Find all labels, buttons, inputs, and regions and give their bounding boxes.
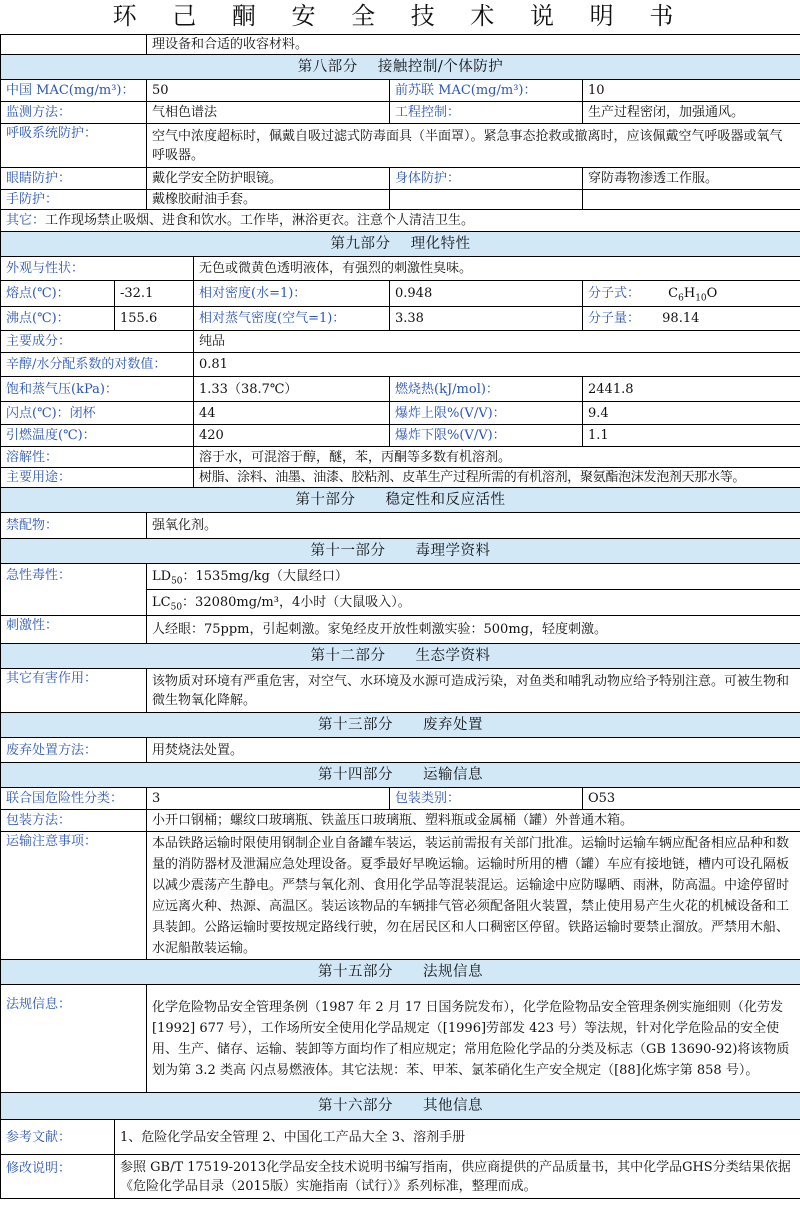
other-harm-label: 其它有害作用： <box>1 669 147 713</box>
lel-value: 1.1 <box>583 425 800 447</box>
melting-row <box>1 281 800 307</box>
flash-value: 44 <box>194 402 390 425</box>
monitor-row <box>1 102 800 124</box>
solubility-row <box>1 447 800 468</box>
section-15-header: 第十五部分 法规信息 <box>1 960 800 985</box>
solubility-value: 溶于水，可混溶于醇，醚，苯，丙酮等多数有机溶剂。 <box>194 447 800 468</box>
incompat-row <box>1 513 800 539</box>
boiling-value: 155.6 <box>115 307 194 331</box>
flash-label: 闪点(℃)：闭杯 <box>1 402 194 425</box>
reg-label: 法规信息： <box>1 985 147 1093</box>
pkg-method-row <box>1 810 800 832</box>
continued-row <box>1 35 800 55</box>
mac-cn-value: 50 <box>147 80 390 102</box>
transport-label: 运输注意事项： <box>1 832 147 960</box>
un-class-label: 联合国危险性分类： <box>1 788 147 810</box>
eye-value: 戴化学安全防护眼镜。 <box>147 168 390 190</box>
uel-value: 9.4 <box>583 402 800 425</box>
uses-value: 树脂、涂料、油墨、油漆、胶粘剂、皮革生产过程所需的有机溶剂，聚氨酯泡沫发泡剂天那水等。 <box>194 468 800 488</box>
continued-text: 理设备和合适的收容材料。 <box>147 35 800 55</box>
body-value: 穿防毒物渗透工作服。 <box>583 168 800 190</box>
monitor-value: 气相色谱法 <box>147 102 390 124</box>
eye-row <box>1 168 800 190</box>
un-class-value: 3 <box>147 788 390 810</box>
section-10-header: 第十部分 稳定性和反应活性 <box>1 488 800 513</box>
irritation-label: 刺激性： <box>1 616 147 644</box>
engineering-value: 生产过程密闭，加强通风。 <box>583 102 800 124</box>
appearance-label: 外观与性状： <box>1 257 194 281</box>
vapor-pressure-row <box>1 377 800 402</box>
composition-row <box>1 331 800 353</box>
other-row <box>1 210 800 232</box>
section-16-header: 第十六部分 其他信息 <box>1 1093 800 1120</box>
formula-label: 分子式： <box>588 286 641 301</box>
incompat-value: 强氧化剂。 <box>147 513 800 539</box>
incompat-label: 禁配物： <box>1 513 147 539</box>
transport-value: 本品铁路运输时限使用钢制企业自备罐车装运，装运前需报有关部门批准。运输时运输车辆应配备相应品种和数量的消防器材及泄漏应急处理设备。夏季最好早晚运输。运输时所用的槽（罐）车应有接地链，槽内可设孔隔板以减少震荡产生静电。严禁与氧化剂、食用化学品等混装混运。运输途中应防曝晒、雨淋，防高温。中途停留时应远离火种、热源、高温区。装运该物品的车辆排气管必须配备阻火装置，禁止使用易产生火花的机械设备和工具装卸。公路运输时要按规定路线行驶，勿在居民区和人口稠密区停留。铁路运输时要禁止溜放。严禁用木船、水泥船散装运输。 <box>147 832 800 960</box>
hand-value: 戴橡胶耐油手套。 <box>147 190 390 210</box>
composition-label: 主要成分： <box>1 331 194 353</box>
lel-label: 爆炸下限%(V/V)： <box>390 425 583 447</box>
ld50-value: $LD_{50}$：1535mg/kg（大鼠经口） <box>147 564 800 590</box>
mw-value: 98.14 <box>662 311 700 326</box>
disposal-label: 废弃处置方法： <box>1 738 147 763</box>
document-title: 环 己 酮 安 全 技 术 说 明 书 <box>112 2 688 30</box>
flash-row <box>1 402 800 425</box>
melting-value: -32.1 <box>115 281 194 307</box>
rev-row <box>1 1155 800 1199</box>
respiratory-value: 空气中浓度超标时，佩戴自吸过滤式防毒面具（半面罩）。紧急事态抢救或撤离时，应该佩戴空气呼吸器或氧气呼吸器。 <box>147 124 800 168</box>
uses-row <box>1 468 800 488</box>
monitor-label: 监测方法： <box>1 102 147 124</box>
section-11-header: 第十一部分 毒理学资料 <box>1 539 800 564</box>
respiratory-row <box>1 124 800 168</box>
ignition-label: 引燃温度(℃)： <box>1 425 194 447</box>
other-harm-value: 该物质对环境有严重危害，对空气、水环境及水源可造成污染，对鱼类和哺乳动物应给予特别注意。可被生物和微生物氧化降解。 <box>147 669 800 713</box>
combustion-value: 2441.8 <box>583 377 800 402</box>
composition-value: 纯品 <box>194 331 800 353</box>
msds-table <box>0 34 800 1199</box>
section-9-header: 第九部分 理化特性 <box>1 232 800 257</box>
hand-row <box>1 190 800 210</box>
rev-label: 修改说明： <box>1 1155 115 1199</box>
uel-label: 爆炸上限%(V/V)： <box>390 402 583 425</box>
pkg-class-value: O53 <box>583 788 800 810</box>
pkg-class-label: 包装类别： <box>390 788 583 810</box>
formula-value: $C_6H_{10}O$ <box>668 286 718 304</box>
other-value: 工作现场禁止吸烟、进食和饮水。工作毕，淋浴更衣。注意个人清洁卫生。 <box>45 213 475 228</box>
irritation-row <box>1 616 800 644</box>
appearance-row <box>1 257 800 281</box>
pkg-method-value: 小开口钢桶；螺纹口玻璃瓶、铁盖压口玻璃瓶、塑料瓶或金属桶（罐）外普通木箱。 <box>147 810 800 832</box>
logkow-value: 0.81 <box>194 353 800 377</box>
section-14-header: 第十四部分 运输信息 <box>1 763 800 788</box>
acute-label: 急性毒性： <box>1 564 147 616</box>
transport-row <box>1 832 800 960</box>
section-13-header: 第十三部分 废弃处置 <box>1 713 800 738</box>
mw-cell <box>583 307 800 331</box>
body-label: 身体防护： <box>390 168 583 190</box>
reg-row <box>1 985 800 1093</box>
rev-value: 参照 GB/T 17519-2013化学品安全技术说明书编写指南，供应商提供的产品质量书，其中化学品GHS分类结果依据《危险化学品目录（2015版）实施指南（试行）》系列标准，整理而成。 <box>115 1155 800 1199</box>
disposal-value: 用焚烧法处置。 <box>147 738 800 763</box>
other-harm-row <box>1 669 800 713</box>
logkow-label: 辛醇/水分配系数的对数值： <box>1 353 194 377</box>
combustion-label: 燃烧热(kJ/mol)： <box>390 377 583 402</box>
reg-value: 化学危险物品安全管理条例（1987 年 2 月 17 日国务院发布），化学危险物品安全管理条例实施细则（化劳发[1992] 677 号），工作场所安全使用化学品规定（[1996]劳部发 423 号）等法规，针对化学危险品的安全使用、生产、储存、运输、装卸等方面均作了相应规定；常用危险化学品的分类及标志（GB 13690-92)将该物质划为第 3.2 类高 闪点易燃液体。其它法规：苯、甲苯、氯苯硝化生产安全规定（[88]化炼字第 858 号）。 <box>147 985 800 1093</box>
melting-label: 熔点(℃)： <box>1 281 115 307</box>
section-8-header: 第八部分 接触控制/个体防护 <box>1 55 800 80</box>
solubility-label: 溶解性： <box>1 447 194 468</box>
density-value: 0.948 <box>390 281 583 307</box>
lc50-value: $LC_{50}$：32080mg/m³，4小时（大鼠吸入）。 <box>147 590 800 616</box>
mac-row <box>1 80 800 102</box>
appearance-value: 无色或微黄色透明液体，有强烈的刺激性臭味。 <box>194 257 800 281</box>
density-label: 相对密度(水=1)： <box>194 281 390 307</box>
ignition-value: 420 <box>194 425 390 447</box>
ignition-row <box>1 425 800 447</box>
other-label: 其它： <box>6 213 46 228</box>
pkg-method-label: 包装方法： <box>1 810 147 832</box>
respiratory-label: 呼吸系统防护： <box>1 124 147 168</box>
hand-label: 手防护： <box>1 190 147 210</box>
irritation-value: 人经眼：75ppm，引起刺激。家兔经皮开放性刺激实验：500mg，轻度刺激。 <box>147 616 800 644</box>
formula-cell <box>583 281 800 307</box>
boiling-label: 沸点(℃)： <box>1 307 115 331</box>
disposal-row <box>1 738 800 763</box>
ref-label: 参考文献： <box>1 1120 115 1155</box>
uses-label: 主要用途： <box>1 468 194 488</box>
section-12-header: 第十二部分 生态学资料 <box>1 644 800 669</box>
ref-value: 1、危险化学品安全管理 2、中国化工产品大全 3、溶剂手册 <box>115 1120 800 1155</box>
mw-label: 分子量： <box>588 311 641 326</box>
vapor-density-label: 相对蒸气密度(空气=1)： <box>194 307 390 331</box>
vapor-density-value: 3.38 <box>390 307 583 331</box>
vapor-pressure-value: 1.33（38.7℃） <box>194 377 390 402</box>
mac-cn-label: 中国 MAC(mg/m³)： <box>1 80 147 102</box>
un-class-row <box>1 788 800 810</box>
eye-label: 眼睛防护： <box>1 168 147 190</box>
mac-su-label: 前苏联 MAC(mg/m³)： <box>390 80 583 102</box>
mac-su-value: 10 <box>583 80 800 102</box>
engineering-label: 工程控制： <box>390 102 583 124</box>
vapor-pressure-label: 饱和蒸气压(kPa)： <box>1 377 194 402</box>
boiling-row <box>1 307 800 331</box>
logkow-row <box>1 353 800 377</box>
ld50-row <box>1 564 800 590</box>
ref-row <box>1 1120 800 1155</box>
